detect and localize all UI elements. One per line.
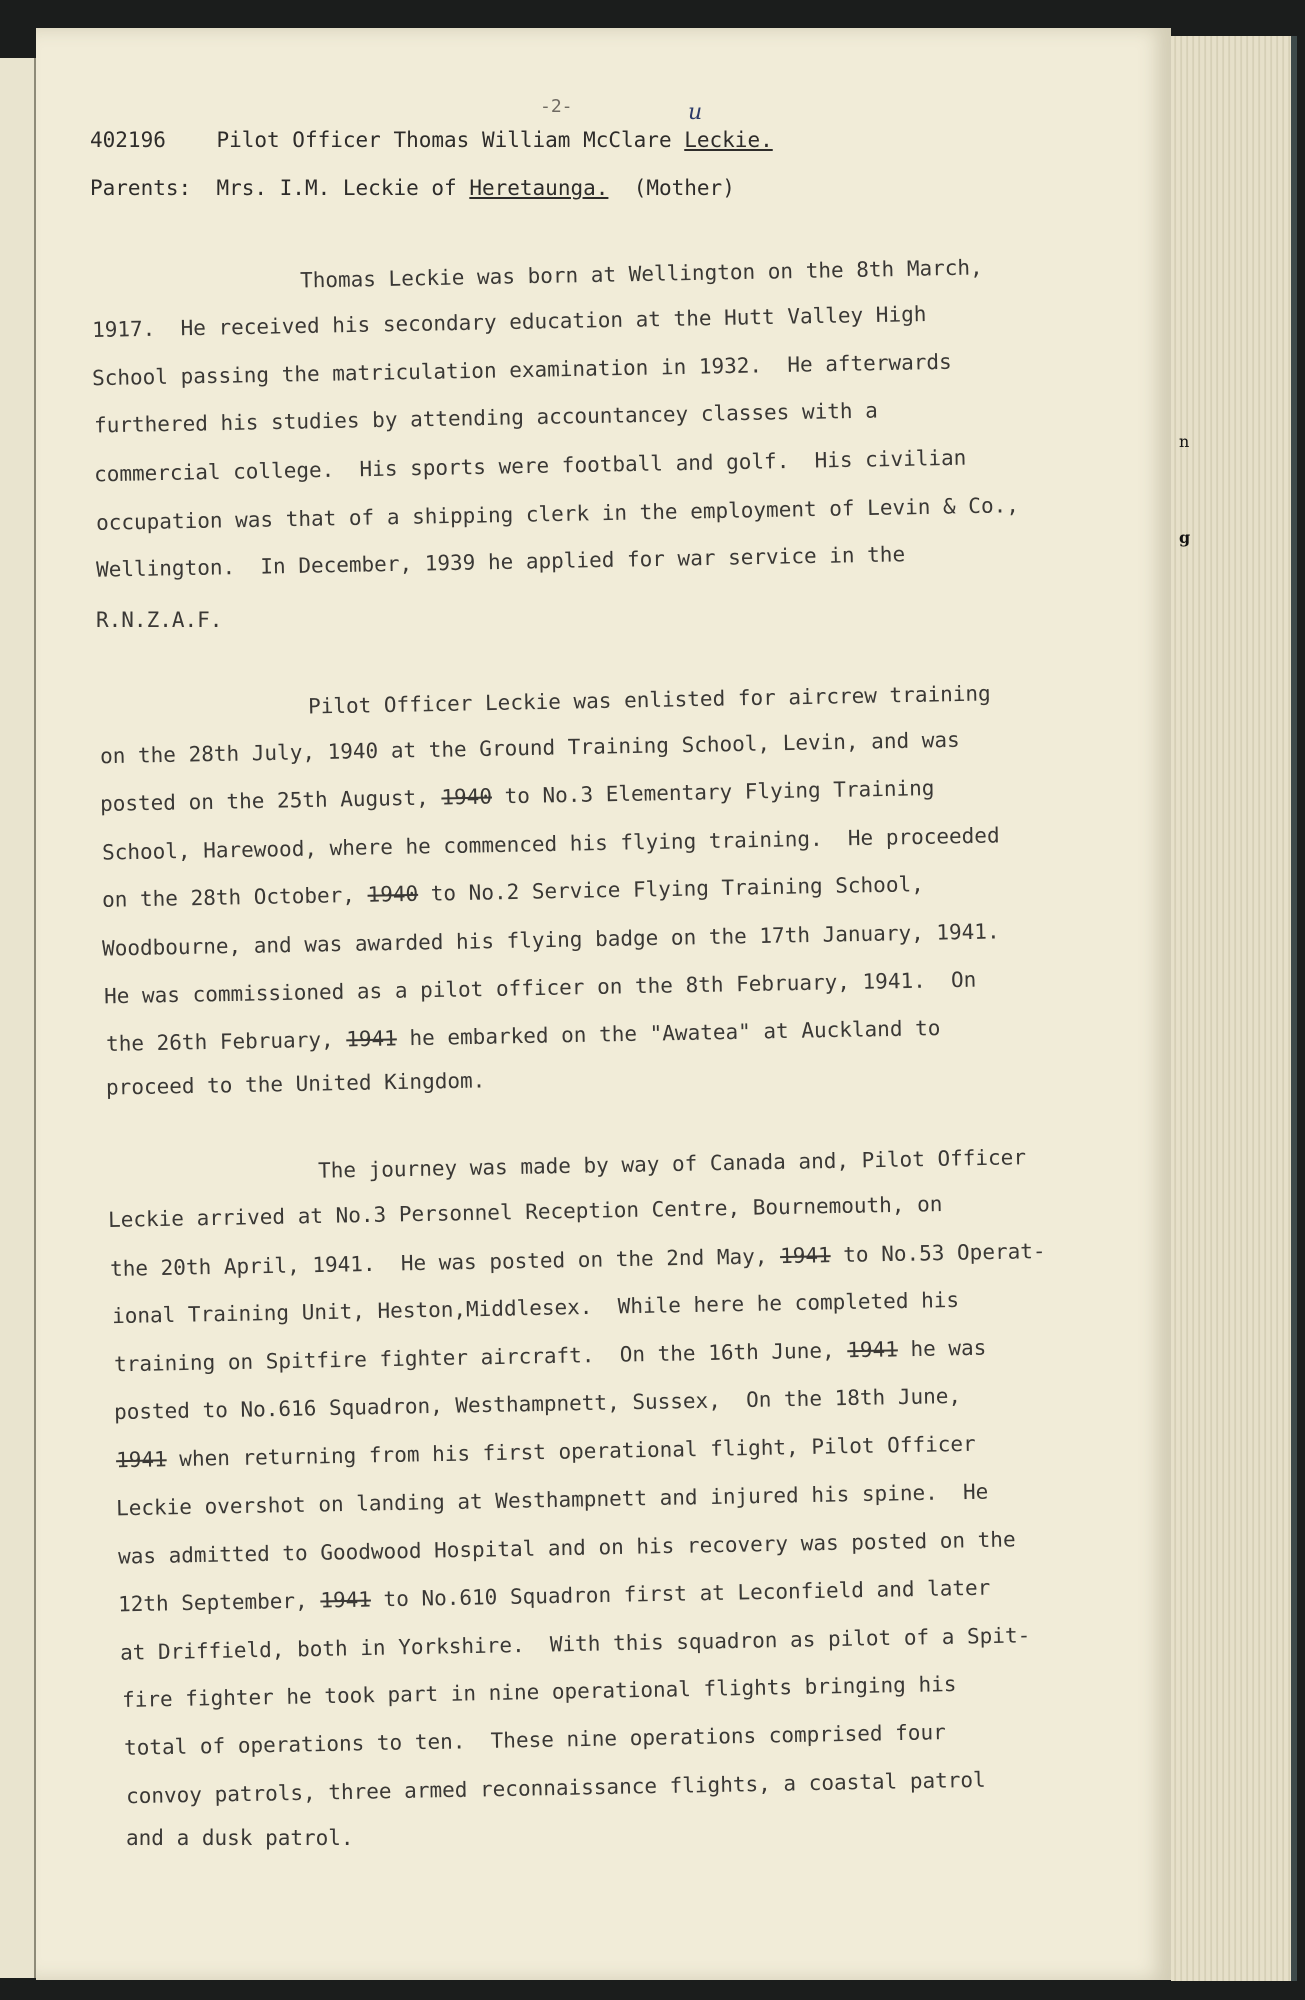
p1-line-2: 1917. He received his secondary education at the Hutt Valley High [91,301,927,343]
struck-year: 1940 [367,881,419,907]
p1-line-1: Thomas Leckie was born at Wellington on the 8th March, [299,255,983,293]
p2-line-4: School, Harewood, where he commenced his flying training. He proceeded [101,823,1000,865]
parents-line [90,176,735,200]
p2-line-8-end: he embarked on the "Awatea" at Auckland to [396,1015,941,1051]
p2-line-2: on the 28th July, 1940 at the Ground Training School, Levin, and was [99,727,960,769]
p2-line-6: Woodbourne, and was awarded his flying badge on the 17th January, 1941. [101,919,1000,961]
p2-line-8-start: the 26th February, [105,1027,347,1057]
p2-line-7: He was commissioned as a pilot officer on the 8th February, 1941. On [103,967,977,1009]
p3-line-10-end: to No.610 Squadron first at Leconfield and later [370,1575,991,1612]
struck-year: 1941 [847,1337,899,1363]
edge-letter: n [1179,432,1190,451]
p1-line-7: Wellington. In December, 1939 he applied for war service in the [95,542,906,582]
parents-label: Parents: [90,176,192,200]
p2-line-1: Pilot Officer Leckie was enlisted for aircrew training [307,681,991,719]
p3-line-11: at Driffield, both in Yorkshire. With this squadron as pilot of a Spit- [119,1623,1031,1665]
p1-line-8: R.N.Z.A.F. [96,608,223,632]
rank-and-name: Pilot Officer Thomas William McClare [216,128,685,152]
parents-name: Mrs. I.M. Leckie of [216,176,470,200]
p3-line-5-end: he was [897,1335,987,1362]
p3-line-2: Leckie arrived at No.3 Personnel Reception Centre, Bournemouth, on [107,1191,943,1233]
p3-line-12: fire fighter he took part in nine operational flights bringing his [121,1671,957,1713]
p2-line-5-start: on the 28th October, [101,882,368,912]
service-number: 402196 [90,128,166,152]
p3-line-8: Leckie overshot on landing at Westhampnett and injured his spine. He [115,1479,989,1521]
p3-line-9: was admitted to Goodwood Hospital and on his recovery was posted on the [117,1527,1016,1569]
struck-year: 1941 [346,1026,398,1052]
parents-place: Heretaunga. [469,176,609,200]
record-heading [90,128,773,152]
p3-line-15: and a dusk patrol. [126,1826,354,1850]
p2-line-3-end: to No.3 Elementary Flying Training [491,775,935,809]
p3-line-3-end: to No.53 Operat- [830,1239,1046,1268]
struck-year: 1941 [320,1587,372,1613]
handwritten-insert: u [688,100,703,125]
surname: Leckie. [684,128,773,152]
p3-line-3-start: the 20th April, 1941. He was posted on the 2nd May, [109,1244,781,1281]
parents-relation: (Mother) [633,176,735,200]
p1-line-5: commercial college. His sports were football and golf. His civilian [93,445,967,487]
p3-line-14: convoy patrols, three armed reconnaissance flights, a coastal patrol [125,1767,986,1809]
p2-line-3-start: posted on the 25th August, [99,785,442,817]
p1-line-4: furthered his studies by attending accountancey classes with a [93,398,879,438]
struck-year: 1941 [779,1243,831,1269]
p3-line-7-end: when returning from his first operational flight, Pilot Officer [166,1431,976,1472]
p2-line-9: proceed to the United Kingdom. [105,1068,486,1100]
p3-line-6: posted to No.616 Squadron, Westhampnett, Sussex, On the 18th June, [113,1383,962,1425]
p1-line-6: occupation was that of a shipping clerk in the employment of Levin & Co., [95,493,1020,535]
p3-line-13: total of operations to ten. These nine operations comprised four [123,1720,946,1760]
left-facing-page [0,58,36,1978]
struck-year: 1941 [115,1447,167,1473]
edge-letter: g [1179,528,1191,547]
struck-year: 1940 [441,784,493,810]
p3-line-4: ional Training Unit, Heston,Middlesex. While here he completed his [111,1287,960,1329]
book-page-edges [1171,36,1297,1981]
p3-line-1: The journey was made by way of Canada and, Pilot Officer [317,1145,1027,1183]
page-number: -2- [540,96,573,117]
p1-line-3: School passing the matriculation examination in 1932. He afterwards [91,349,952,391]
p3-line-5-start: training on Spitfire fighter aircraft. On the 16th June, [113,1338,848,1377]
p2-line-5-end: to No.2 Service Flying Training School, [417,872,924,906]
p3-line-10-start: 12th September, [117,1588,321,1617]
